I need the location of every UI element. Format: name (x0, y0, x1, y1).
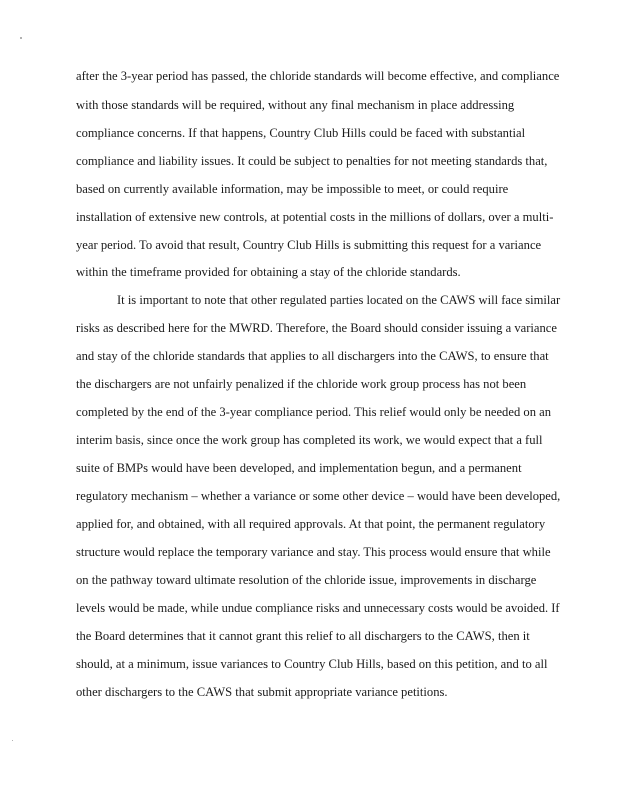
text-line: the Board determines that it cannot grant this relief to all dischargers to the CAWS, then it (76, 629, 530, 643)
text-line: other dischargers to the CAWS that submit appropriate variance petitions. (76, 685, 448, 699)
text-line: compliance and liability issues. It could be subject to penalties for not meeting standards that, (76, 154, 548, 168)
text-line: year period. To avoid that result, Country Club Hills is submitting this request for a variance (76, 238, 542, 252)
text-line: on the pathway toward ultimate resolution of the chloride issue, improvements in discharge (76, 573, 537, 587)
text-line: the dischargers are not unfairly penalized if the chloride work group process has not been (76, 377, 527, 391)
text-line: structure would replace the temporary variance and stay. This process would ensure that while (76, 545, 551, 559)
text-line: completed by the end of the 3-year compliance period. This relief would only be needed on an (76, 405, 552, 419)
text-line: with those standards will be required, without any final mechanism in place addressing (76, 98, 515, 112)
text-line: levels would be made, while undue compliance risks and unnecessary costs would be avoided. If (76, 601, 560, 615)
text-line: within the timeframe provided for obtaining a stay of the chloride standards. (76, 265, 461, 279)
text-line: and stay of the chloride standards that applies to all dischargers into the CAWS, to ensure that (76, 349, 549, 363)
text-line: applied for, and obtained, with all required approvals. At that point, the permanent regulatory (76, 517, 546, 531)
text-line: suite of BMPs would have been developed, and implementation begun, and a permanent (76, 461, 522, 475)
text-line: based on currently available information, may be impossible to meet, or could require (76, 182, 509, 196)
text-line: regulatory mechanism – whether a variance or some other device – would have been developed, (76, 489, 561, 503)
text-line: compliance concerns. If that happens, Country Club Hills could be faced with substantial (76, 126, 526, 140)
text-line: after the 3-year period has passed, the chloride standards will become effective, and compliance (76, 69, 560, 83)
text-line: should, at a minimum, issue variances to Country Club Hills, based on this petition, and to all (76, 657, 548, 671)
text-line: It is important to note that other regulated parties located on the CAWS will face similar (117, 293, 561, 307)
text-line: installation of extensive new controls, at potential costs in the millions of dollars, over a multi- (76, 210, 554, 224)
text-line: risks as described here for the MWRD. Therefore, the Board should consider issuing a variance (76, 321, 557, 335)
text-line: interim basis, since once the work group has completed its work, we would expect that a full (76, 433, 543, 447)
